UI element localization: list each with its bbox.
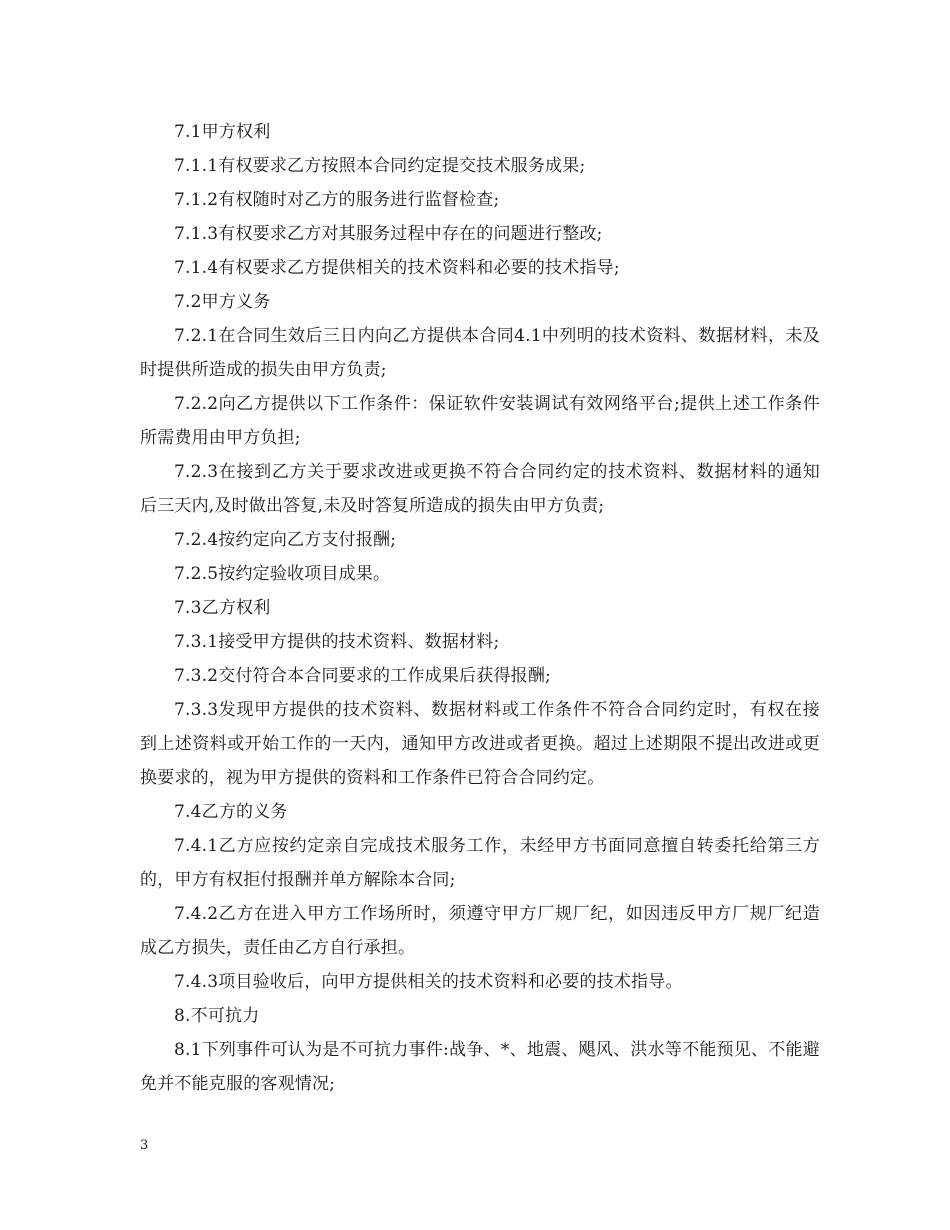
- paragraph-7-1: 7.1甲方权利: [174, 122, 271, 142]
- paragraph-7-3-1: 7.3.1接受甲方提供的技术资料、数据材料;: [174, 632, 500, 652]
- paragraph-7-1-1: 7.1.1有权要求乙方按照本合同约定提交技术服务成果;: [174, 156, 586, 176]
- paragraph-7-4: 7.4乙方的义务: [174, 802, 288, 822]
- paragraph-7-2-4: 7.2.4按约定向乙方支付报酬;: [174, 530, 397, 550]
- paragraph-7-2-2: 7.2.2向乙方提供以下工作条件：保证软件安装调试有效网络平台;提供上述工作条件所需费用由甲方负担;: [140, 394, 820, 448]
- paragraph-7-1-3: 7.1.3有权要求乙方对其服务过程中存在的问题进行整改;: [174, 224, 603, 244]
- paragraph-7-2-1: 7.2.1在合同生效后三日内向乙方提供本合同4.1中列明的技术资料、数据材料，未及时提供所造成的损失由甲方负责;: [140, 326, 820, 380]
- paragraph-8: 8.不可抗力: [174, 1006, 260, 1026]
- paragraph-7-4-2: 7.4.2乙方在进入甲方工作场所时，须遵守甲方厂规厂纪，如因违反甲方厂规厂纪造成乙方损失，责任由乙方自行承担。: [140, 904, 820, 958]
- paragraph-7-3-3: 7.3.3发现甲方提供的技术资料、数据材料或工作条件不符合合同约定时，有权在接到上述资料或开始工作的一天内，通知甲方改进或者更换。超过上述期限不提出改进或更换要求的，视为甲方提供的资料和工作条件已符合合同约定。: [140, 700, 820, 788]
- paragraph-7-2: 7.2甲方义务: [174, 292, 271, 312]
- paragraph-8-1: 8.1下列事件可认为是不可抗力事件:战争、*、地震、飓风、洪水等不能预见、不能避免并不能克服的客观情况;: [140, 1040, 820, 1094]
- paragraph-7-3-2: 7.3.2交付符合本合同要求的工作成果后获得报酬;: [174, 666, 551, 686]
- paragraph-7-1-2: 7.1.2有权随时对乙方的服务进行监督检查;: [174, 190, 500, 210]
- paragraph-7-1-4: 7.1.4有权要求乙方提供相关的技术资料和必要的技术指导;: [174, 258, 620, 278]
- paragraph-7-2-5: 7.2.5按约定验收项目成果。: [174, 564, 391, 584]
- paragraph-7-3: 7.3乙方权利: [174, 598, 271, 618]
- document-body: [140, 115, 820, 1101]
- page-number: 3: [140, 1138, 149, 1153]
- paragraph-7-2-3: 7.2.3在接到乙方关于要求改进或更换不符合合同约定的技术资料、数据材料的通知后三天内,及时做出答复,未及时答复所造成的损失由甲方负责;: [140, 462, 820, 516]
- paragraph-7-4-3: 7.4.3项目验收后，向甲方提供相关的技术资料和必要的技术指导。: [174, 972, 683, 992]
- paragraph-7-4-1: 7.4.1乙方应按约定亲自完成技术服务工作，未经甲方书面同意擅自转委托给第三方的，甲方有权拒付报酬并单方解除本合同;: [140, 836, 820, 890]
